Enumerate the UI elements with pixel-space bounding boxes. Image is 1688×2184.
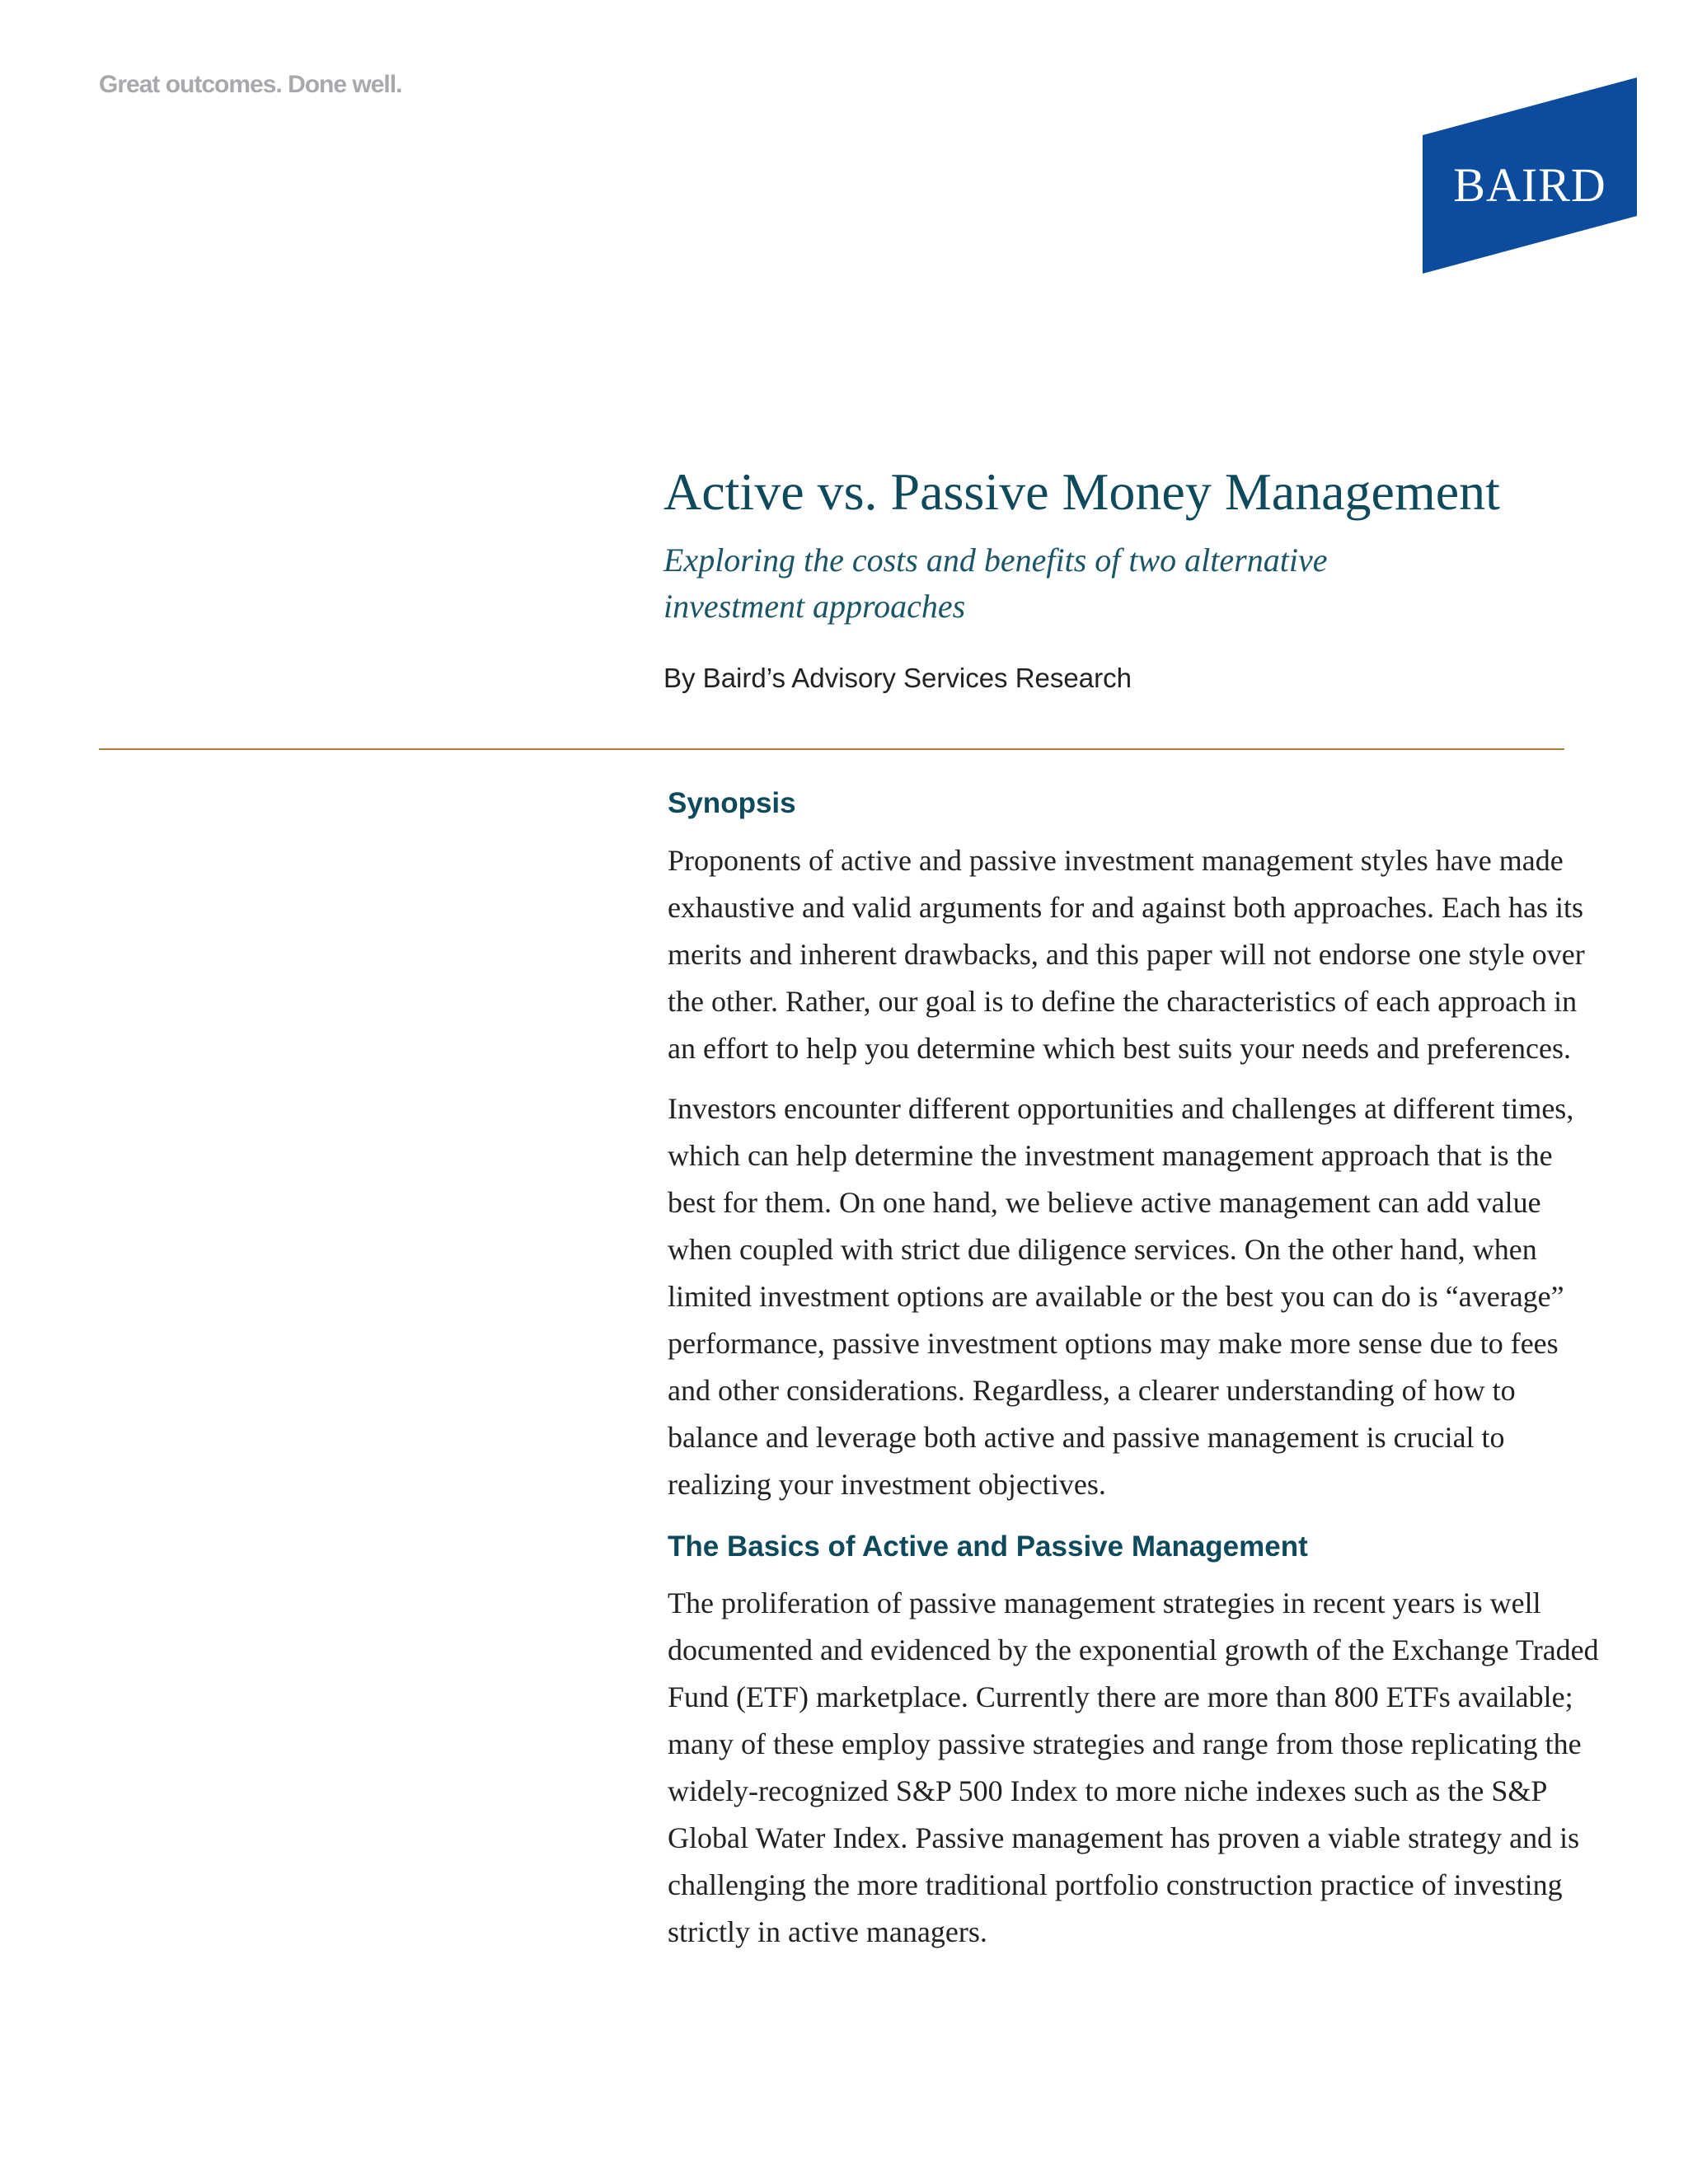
baird-logo	[1423, 77, 1637, 274]
section-synopsis	[668, 785, 1599, 1508]
section-heading: The Basics of Active and Passive Management	[668, 1530, 1308, 1563]
document-byline: By Baird’s Advisory Services Research	[663, 662, 1132, 693]
tagline: Great outcomes. Done well.	[99, 71, 402, 98]
paragraph: Proponents of active and passive investment management styles have made exhaustive and valid arguments for and against both approaches. Each has its merits and inherent drawbacks, and this paper will not endorse one style over the other. Rather, our goal is to define the characteristics of each approach in an effort to help you determine which best suits your needs and preferences.	[668, 843, 1585, 1065]
paragraph: Investors encounter different opportunities and challenges at different times, which can help determine the investment management approach that is the best for them. On one hand, we believe active management can add value when coupled with strict due diligence services. On the other hand, when limited investment options are available or the best you can do is “average” performance, passive investment options may make more sense due to fees and other considerations. Regardless, a clearer understanding of how to balance and leverage both active and passive management is crucial to realizing your investment objectives.	[668, 1091, 1574, 1501]
main-content	[668, 785, 1599, 1969]
divider-line	[99, 748, 1564, 750]
document-title: Active vs. Passive Money Management	[663, 462, 1500, 521]
paragraph: The proliferation of passive management strategies in recent years is well documented and evidenced by the exponential growth of the Exchange Traded Fund (ETF) marketplace. Currently there are more than 800 ETFs available; many of these employ passive strategies and range from those replicating the widely-recognized S&P 500 Index to more niche indexes such as the S&P Global Water Index. Passive management has proven a viable strategy and is challenging the more traditional portfolio construction practice of investing strictly in active managers.	[668, 1586, 1599, 1948]
title-block	[663, 462, 1611, 694]
section-heading: Synopsis	[668, 787, 796, 819]
logo-text: BAIRD	[1453, 158, 1606, 212]
section-basics	[668, 1528, 1599, 1957]
document-subtitle: Exploring the costs and benefits of two alternative investment approaches	[663, 541, 1328, 625]
